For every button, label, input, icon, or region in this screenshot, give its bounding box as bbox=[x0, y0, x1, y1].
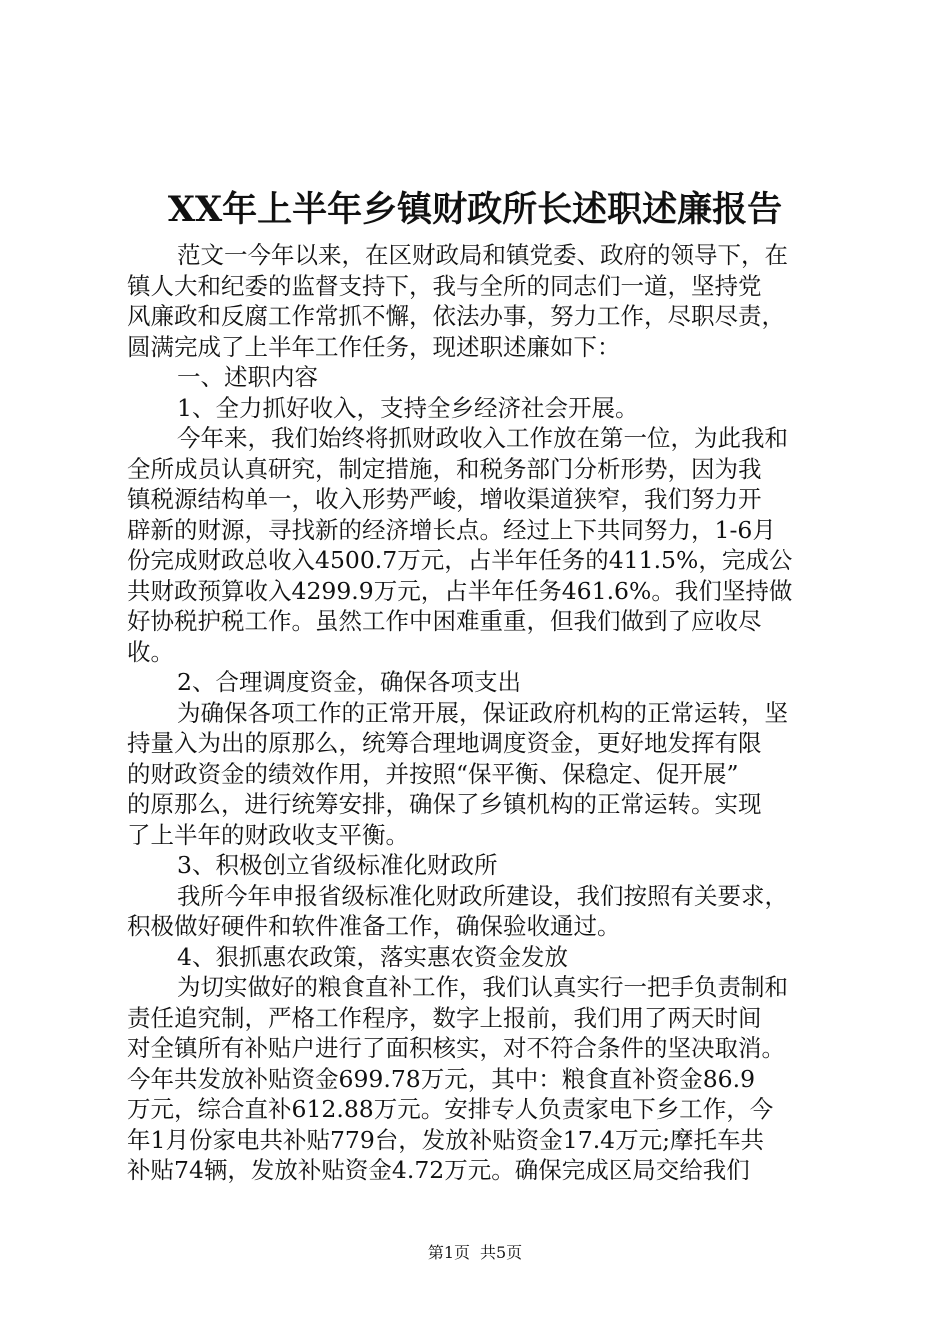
text-line: 镇税源结构单一，收入形势严峻，增收渠道狭窄，我们努力开 bbox=[127, 485, 762, 513]
text-line: 风廉政和反腐工作常抓不懈，依法办事，努力工作，尽职尽责， bbox=[127, 302, 785, 330]
text-line: 的原那么，进行统筹安排，确保了乡镇机构的正常运转。实现 bbox=[127, 790, 762, 818]
text-line: 我所今年申报省级标准化财政所建设，我们按照有关要求， bbox=[177, 881, 788, 910]
text-line: 积极做好硬件和软件准备工作，确保验收通过。 bbox=[127, 912, 621, 940]
page-footer bbox=[0, 1243, 950, 1263]
text-line: 补贴74辆，发放补贴资金4.72万元。确保完成区局交给我们 bbox=[127, 1156, 750, 1184]
text-line: 1、全力抓好收入，支持全乡经济社会开展。 bbox=[177, 393, 639, 422]
text-line: 共财政预算收入4299.9万元，占半年任务461.6%。我们坚持做 bbox=[127, 576, 793, 605]
text-line: 今年来，我们始终将抓财政收入工作放在第一位，为此我和 bbox=[177, 424, 788, 452]
text-line: 年1月份家电共补贴779台，发放补贴资金17.4万元;摩托车共 bbox=[127, 1125, 765, 1154]
text-line: 镇人大和纪委的监督支持下，我与全所的同志们一道，坚持党 bbox=[127, 271, 762, 300]
text-line: 圆满完成了上半年工作任务，现述职述廉如下： bbox=[127, 332, 621, 361]
text-line: 持量入为出的原那么，统筹合理地调度资金，更好地发挥有限 bbox=[127, 729, 762, 757]
text-line: 收。 bbox=[127, 637, 174, 666]
text-line: 一、述职内容 bbox=[177, 363, 318, 391]
text-line: 好协税护税工作。虽然工作中困难重重，但我们做到了应收尽 bbox=[127, 607, 762, 635]
text-line: 3、积极创立省级标准化财政所 bbox=[177, 851, 498, 879]
document-title: XX年上半年乡镇财政所长述职述廉报告 bbox=[167, 189, 783, 230]
page-number: 第1页 bbox=[427, 1243, 470, 1262]
text-line: 全所成员认真研究，制定措施，和税务部门分析形势，因为我 bbox=[127, 454, 762, 483]
text-line: 的财政资金的绩效作用，并按照“保平衡、保稳定、促开展” bbox=[127, 759, 739, 788]
text-line: 为切实做好的粮食直补工作，我们认真实行一把手负责制和 bbox=[177, 973, 788, 1001]
document-body bbox=[127, 240, 852, 1186]
text-line: 为确保各项工作的正常开展，保证政府机构的正常运转，坚 bbox=[177, 698, 788, 727]
text-line: 对全镇所有补贴户进行了面积核实，对不符合条件的坚决取消。 bbox=[127, 1034, 785, 1062]
text-line: 责任追究制，严格工作程序，数字上报前，我们用了两天时间 bbox=[127, 1003, 762, 1032]
text-line: 2、合理调度资金，确保各项支出 bbox=[177, 668, 521, 696]
page-total: 共5页 bbox=[480, 1243, 523, 1262]
text-line: 4、狠抓惠农政策，落实惠农资金发放 bbox=[177, 942, 568, 971]
text-line: 辟新的财源，寻找新的经济增长点。经过上下共同努力，1-6月 bbox=[127, 515, 776, 544]
text-line: 今年共发放补贴资金699.78万元，其中：粮食直补资金86.9 bbox=[127, 1064, 756, 1093]
text-line: 范文一今年以来，在区财政局和镇党委、政府的领导下，在 bbox=[177, 241, 788, 269]
text-line: 了上半年的财政收支平衡。 bbox=[127, 820, 409, 849]
text-line: 份完成财政总收入4500.7万元，占半年任务的411.5%，完成公 bbox=[127, 546, 793, 574]
text-line: 万元，综合直补612.88万元。安排专人负责家电下乡工作，今 bbox=[127, 1095, 774, 1123]
